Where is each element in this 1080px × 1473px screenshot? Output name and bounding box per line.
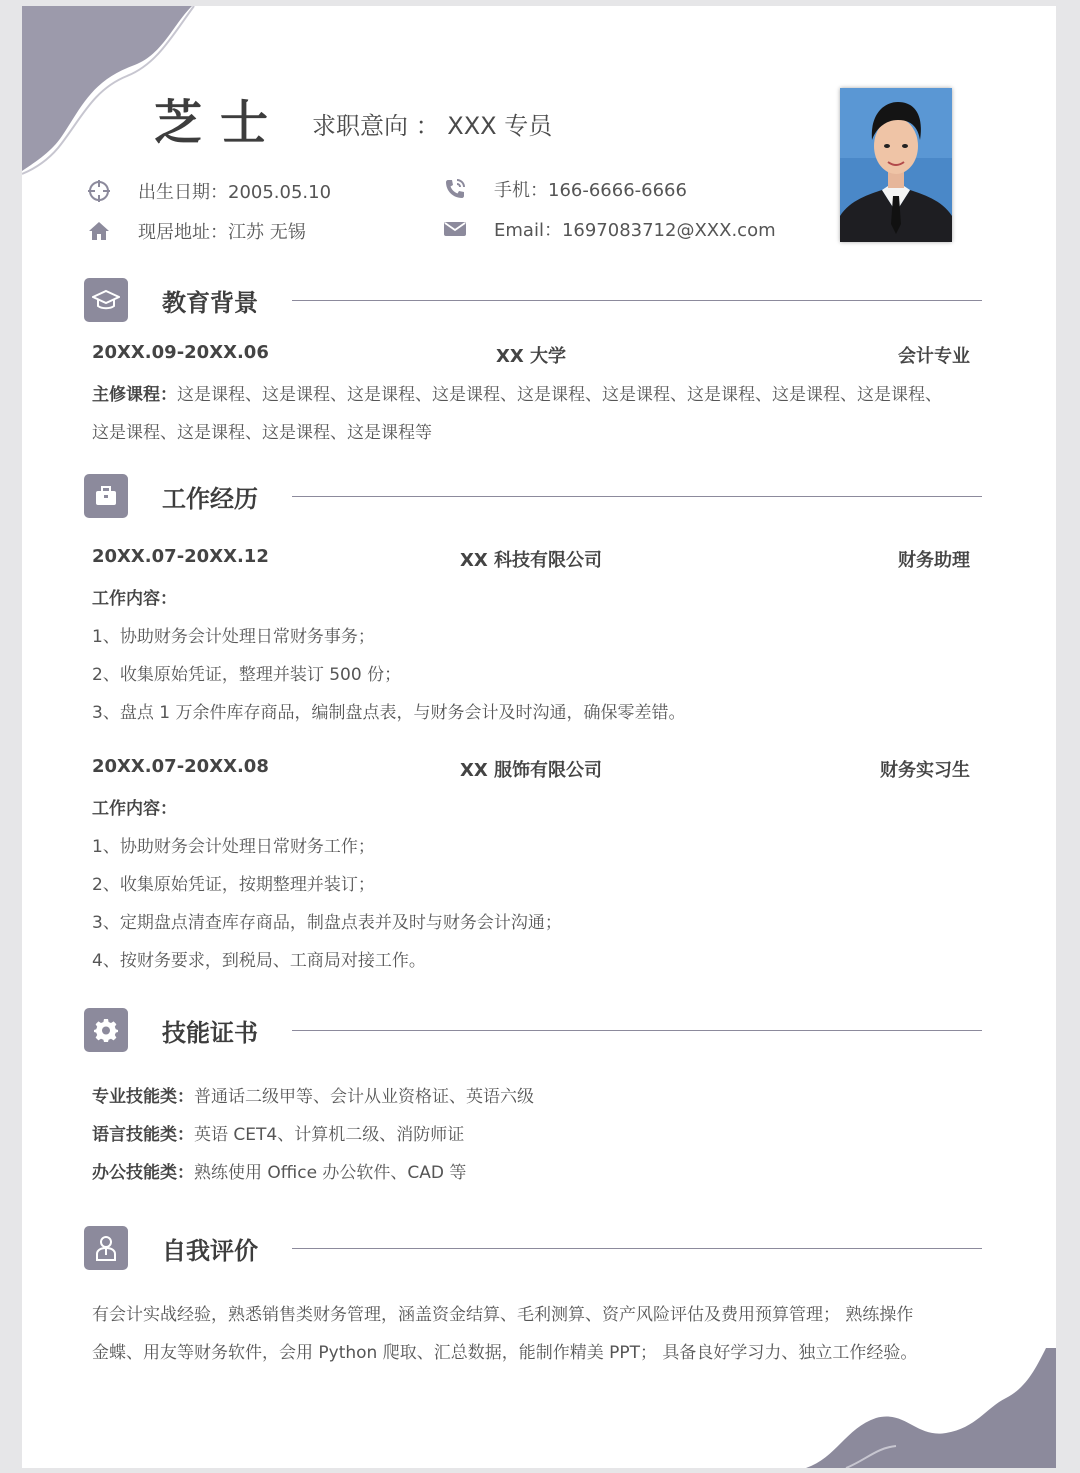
job-1-item: 2、收集原始凭证，整理并装订 500 份； — [92, 665, 402, 685]
section-divider — [292, 1030, 982, 1031]
candidate-name: 芝士 — [154, 95, 287, 151]
phone-number: 手机：166-6666-6666 — [494, 180, 687, 201]
job-2-item: 2、收集原始凭证，按期整理并装订； — [92, 875, 375, 895]
address: 现居地址：江苏 无锡 — [138, 222, 306, 243]
job-2-item: 3、定期盘点清查库存商品，制盘点表并及时与财务会计沟通； — [92, 913, 562, 933]
job-1-company: XX 科技有限公司 — [459, 550, 603, 571]
education-title: 教育背景 — [162, 287, 258, 317]
profile-photo — [840, 88, 952, 242]
crosshair-icon — [86, 178, 112, 204]
person-icon — [84, 1226, 128, 1270]
job-intent — [312, 106, 552, 141]
gear-icon — [84, 1008, 128, 1052]
briefcase-icon — [84, 474, 128, 518]
email-address: Email：1697083712@XXX.com — [494, 220, 776, 241]
education-school: XX 大学 — [495, 346, 567, 367]
job-intent-label: 求职意向 — [312, 112, 408, 140]
skill-item: 语言技能类：英语 CET4、计算机二级、消防师证 — [92, 1125, 465, 1145]
skills-section-header — [84, 1008, 982, 1052]
phone-icon — [442, 176, 468, 202]
corner-decoration-bottom — [806, 1348, 1056, 1468]
education-section-header — [84, 278, 982, 322]
job-1-content-label: 工作内容： — [92, 589, 177, 609]
job-2-company: XX 服饰有限公司 — [459, 760, 603, 781]
self-eval-line-2: 金蝶、用友等财务软件，会用 Python 爬取、汇总数据，能制作精美 PPT； 具备良好学习力、独立工作经验。 — [92, 1343, 918, 1363]
home-icon — [86, 218, 112, 244]
skills-title: 技能证书 — [162, 1017, 258, 1047]
job-2-item: 4、按财务要求，到税局、工商局对接工作。 — [92, 951, 426, 971]
job-intent-separator: ： — [415, 112, 440, 140]
self-eval-title: 自我评价 — [162, 1235, 258, 1265]
phone-row — [442, 176, 687, 202]
education-period: 20XX.09-20XX.06 — [92, 342, 269, 363]
job-1-role: 财务助理 — [898, 550, 970, 571]
address-row — [86, 218, 306, 244]
birth-date-row — [86, 178, 331, 204]
resume-page — [22, 6, 1056, 1468]
section-divider — [292, 300, 982, 301]
section-divider — [292, 496, 982, 497]
work-section-header — [84, 474, 982, 518]
job-2-period: 20XX.07-20XX.08 — [92, 756, 269, 777]
education-major: 会计专业 — [898, 346, 970, 367]
courses-text-1: 这是课程、这是课程、这是课程、这是课程、这是课程、这是课程、这是课程、这是课程、这是课程、 — [177, 385, 942, 405]
job-2-item: 1、协助财务会计处理日常财务工作； — [92, 837, 375, 857]
job-2-role: 财务实习生 — [880, 760, 970, 781]
self-eval-line-1: 有会计实战经验，熟悉销售类财务管理，涵盖资金结算、毛利测算、资产风险评估及费用预算管理； 熟练操作 — [92, 1305, 914, 1325]
job-1-item: 3、盘点 1 万余件库存商品，编制盘点表，与财务会计及时沟通，确保零差错。 — [92, 703, 686, 723]
job-2-content-label: 工作内容： — [92, 799, 177, 819]
job-1-item: 1、协助财务会计处理日常财务事务； — [92, 627, 375, 647]
section-divider — [292, 1248, 982, 1249]
birth-date: 出生日期：2005.05.10 — [138, 182, 332, 203]
courses-line-1 — [92, 380, 942, 405]
skill-item: 专业技能类：普通话二级甲等、会计从业资格证、英语六级 — [92, 1087, 534, 1107]
job-intent-value: XXX 专员 — [447, 112, 553, 140]
skill-item: 办公技能类：熟练使用 Office 办公软件、CAD 等 — [92, 1163, 467, 1183]
mail-icon — [442, 216, 468, 242]
email-row — [442, 216, 776, 242]
work-title: 工作经历 — [162, 483, 258, 513]
courses-label: 主修课程： — [92, 385, 177, 405]
self-eval-section-header — [84, 1226, 982, 1270]
graduation-cap-icon — [84, 278, 128, 322]
job-1-period: 20XX.07-20XX.12 — [92, 546, 269, 567]
courses-line-2: 这是课程、这是课程、这是课程、这是课程等 — [92, 423, 432, 443]
